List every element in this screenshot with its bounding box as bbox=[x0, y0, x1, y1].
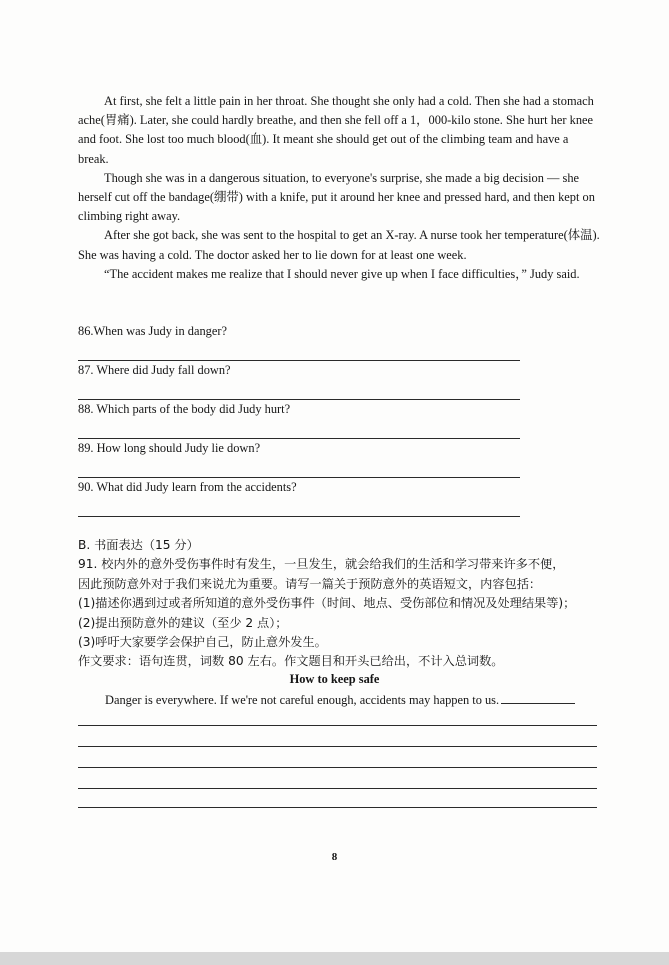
prompt-line: 91. 校内外的意外受伤事件时有发生，一旦发生，就会给我们的生活和学习带来许多不便， bbox=[78, 557, 565, 572]
writing-requirement: 作文要求：语句连贯，词数 80 左右。作文题目和开头已给出，不计入总词数。 bbox=[78, 654, 504, 669]
essay-writing-line[interactable] bbox=[78, 807, 597, 808]
scan-bottom-margin bbox=[0, 952, 669, 965]
essay-title: How to keep safe bbox=[289, 672, 380, 686]
passage-paragraph: Though she was in a dangerous situation, to everyone's surprise, she made a big decision — she herself cut off the bandage(绷带) with a knife, put it around her knee and pressed hard, and then kept on climbing right away. bbox=[78, 170, 595, 224]
essay-writing-line[interactable] bbox=[78, 746, 597, 747]
question-89 bbox=[78, 441, 522, 456]
prompt-point: (1)描述你遇到过或者所知道的意外受伤事件（时间、地点、受伤部位和情况及处理结果等)； bbox=[78, 596, 576, 611]
question-90 bbox=[78, 480, 522, 495]
essay-writing-line[interactable] bbox=[78, 788, 597, 789]
answer-line[interactable] bbox=[78, 360, 520, 361]
question-text: 90. What did Judy learn from the accidents? bbox=[78, 480, 297, 494]
question-86 bbox=[78, 324, 522, 339]
answer-line[interactable] bbox=[78, 438, 520, 439]
page-number: 8 bbox=[331, 851, 338, 863]
essay-start-text: Danger is everywhere. If we're not careful enough, accidents may happen to us. bbox=[105, 693, 500, 707]
passage-paragraph: “The accident makes me realize that I should never give up when I face difficulties，” Judy said. bbox=[104, 266, 580, 281]
passage-paragraph: After she got back, she was sent to the hospital to get an X-ray. A nurse took her temperature(体温). She was having a cold. The doctor asked her to lie down for at least one week. bbox=[78, 228, 600, 262]
reading-passage bbox=[78, 92, 600, 284]
question-text: 89. How long should Judy lie down? bbox=[78, 441, 261, 455]
prompt-point: (3)呼吁大家要学会保护自己，防止意外发生。 bbox=[78, 635, 327, 650]
essay-first-line bbox=[105, 693, 575, 708]
essay-blank[interactable] bbox=[501, 703, 575, 704]
prompt-line: 因此预防意外对于我们来说尤为重要。请写一篇关于预防意外的英语短文，内容包括： bbox=[78, 576, 542, 591]
question-88 bbox=[78, 402, 522, 417]
essay-writing-line[interactable] bbox=[78, 767, 597, 768]
passage-paragraph: At first, she felt a little pain in her throat. She thought she only had a cold. Then she had a stomach ache(胃痛). Later, she could hardly breathe, and then she fell off a 1，000-kilo stone. She hurt her knee and foot. She lost too much blood(血). It meant she should get out of the climbing team and have a break. bbox=[78, 94, 594, 166]
writing-section bbox=[78, 536, 608, 672]
question-text: 86.When was Judy in danger? bbox=[78, 324, 227, 338]
answer-line[interactable] bbox=[78, 516, 520, 517]
answer-line[interactable] bbox=[78, 477, 520, 478]
question-text: 88. Which parts of the body did Judy hurt? bbox=[78, 402, 291, 416]
essay-writing-line[interactable] bbox=[78, 725, 597, 726]
question-text: 87. Where did Judy fall down? bbox=[78, 363, 231, 377]
prompt-point: (2)提出预防意外的建议（至少 2 点）； bbox=[78, 615, 288, 630]
answer-line[interactable] bbox=[78, 399, 520, 400]
section-heading: B. 书面表达（15 分） bbox=[78, 538, 199, 552]
question-87 bbox=[78, 363, 522, 378]
